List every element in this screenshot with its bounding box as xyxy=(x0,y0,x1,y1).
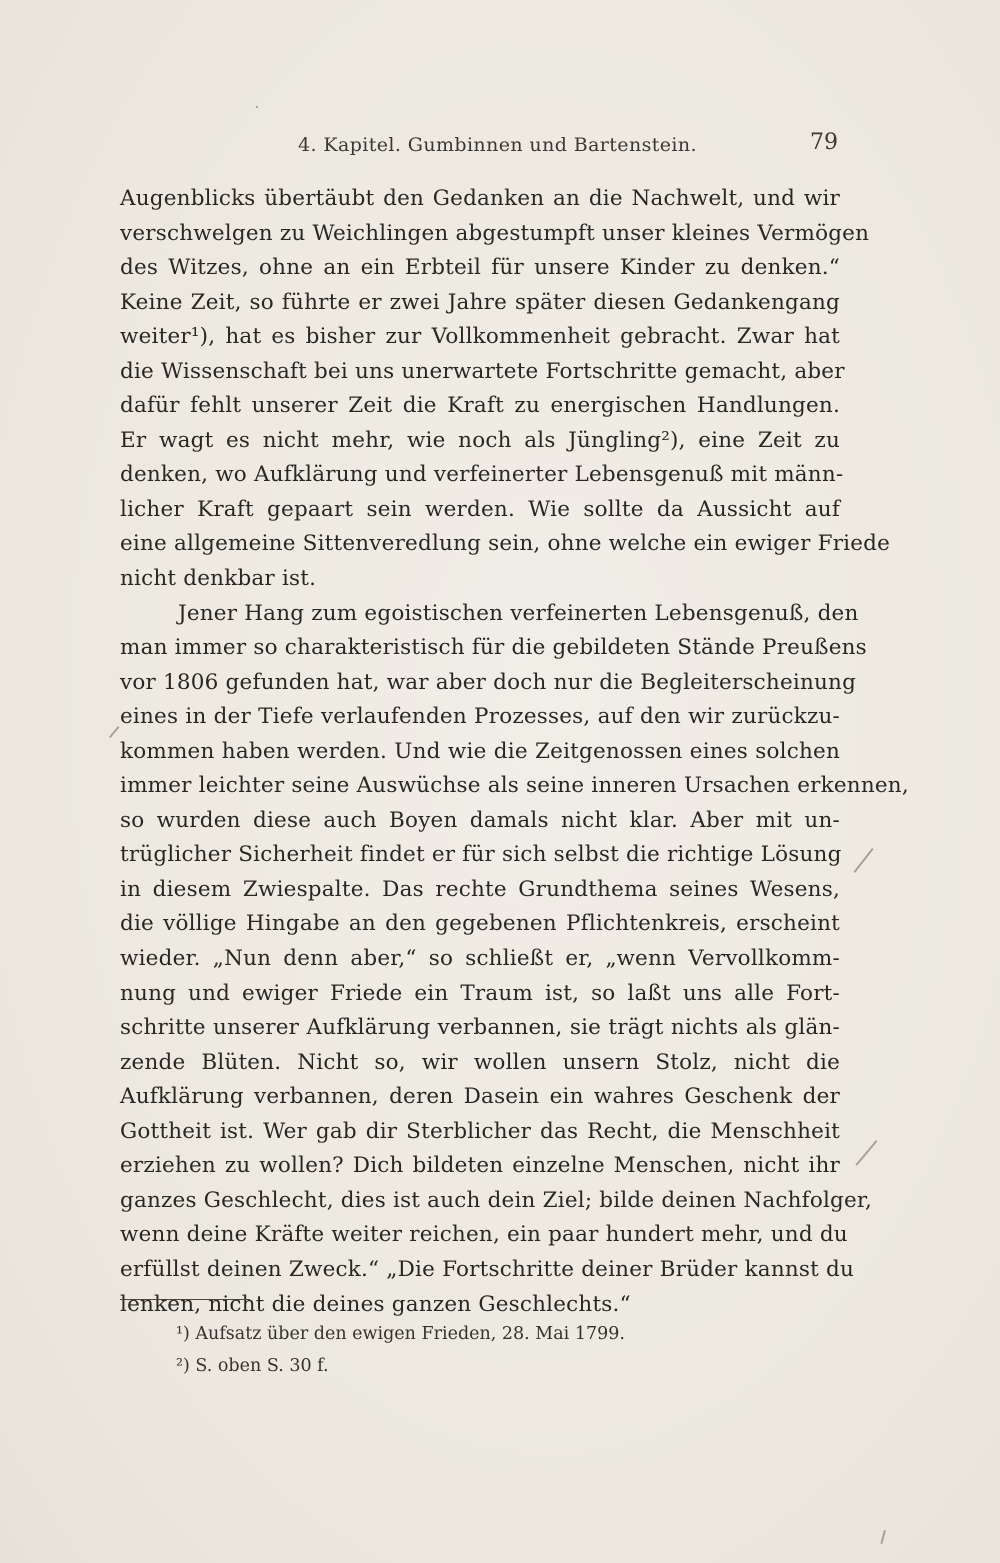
text-line: eine allgemeine Sittenveredlung sein, ohne welche ein ewiger Friede xyxy=(120,531,891,557)
text-line: erziehen zu wollen? Dich bildeten einzelne Menschen, nicht ihr xyxy=(120,1153,840,1179)
text-line: die völlige Hingabe an den gegebenen Pflichtenkreis, erscheint xyxy=(120,911,840,937)
text-line: verschwelgen zu Weichlingen abgestumpft unser kleines Vermögen xyxy=(120,220,870,246)
text-line: trüglicher Sicherheit findet er für sich selbst die richtige Lösung xyxy=(120,842,842,868)
text-line: kommen haben werden. Und wie die Zeitgenossen eines solchen xyxy=(120,738,840,764)
footnotes xyxy=(176,1318,776,1382)
text-line: die Wissenschaft bei uns unerwartete Fortschritte gemacht, aber xyxy=(120,358,845,384)
footnote: ²) S. oben S. 30 f. xyxy=(176,1356,329,1376)
text-line: erfüllst deinen Zweck.“ „Die Fortschritte deiner Brüder kannst du xyxy=(120,1256,855,1282)
text-line: vor 1806 gefunden hat, war aber doch nur die Begleiterscheinung xyxy=(120,669,857,695)
text-line: Jener Hang zum egoistischen verfeinerten Lebensgenuß, den xyxy=(178,600,859,626)
text-line: immer leichter seine Auswüchse als seine inneren Ursachen erkennen, xyxy=(120,773,909,799)
text-line: weiter¹), hat es bisher zur Vollkommenheit gebracht. Zwar hat xyxy=(120,324,840,350)
text-line: ganzes Geschlecht, dies ist auch dein Ziel; bilde deinen Nachfolger, xyxy=(120,1187,873,1213)
body-text xyxy=(120,182,909,1322)
text-line: Augenblicks übertäubt den Gedanken an die Nachwelt, und wir xyxy=(120,186,840,211)
text-line: schritte unserer Aufklärung verbannen, sie trägt nichts als glän- xyxy=(120,1015,840,1041)
text-line: wenn deine Kräfte weiter reichen, ein paar hundert mehr, und du xyxy=(120,1222,848,1248)
text-line: wieder. „Nun denn aber,“ so schließt er, „wenn Vervollkomm- xyxy=(120,946,840,972)
text-line: nicht denkbar ist. xyxy=(120,566,317,592)
margin-pencil-mark xyxy=(854,848,874,873)
text-line: Keine Zeit, so führte er zwei Jahre später diesen Gedankengang xyxy=(120,289,840,315)
text-line: Gottheit ist. Wer gab dir Sterblicher das Recht, die Menschheit xyxy=(120,1118,840,1144)
text-line: nung und ewiger Friede ein Traum ist, so laßt uns alle Fort- xyxy=(120,980,840,1006)
text-line: denken, wo Aufklärung und verfeinerter Lebensgenuß mit männ- xyxy=(120,462,844,488)
speck xyxy=(256,106,258,108)
text-line: man immer so charakteristisch für die gebildeten Stände Preußens xyxy=(120,635,867,661)
margin-pencil-mark xyxy=(855,1140,877,1166)
text-line: dafür fehlt unserer Zeit die Kraft zu energischen Handlungen. xyxy=(120,393,840,419)
margin-pencil-mark xyxy=(109,726,120,738)
text-line: Er wagt es nicht mehr, wie noch als Jüngling²), eine Zeit zu xyxy=(120,427,840,453)
running-head: 4. Kapitel. Gumbinnen und Bartenstein. xyxy=(298,134,697,156)
text-line: zende Blüten. Nicht so, wir wollen unsern Stolz, nicht die xyxy=(120,1049,840,1075)
page-header xyxy=(120,128,842,162)
text-line: eines in der Tiefe verlaufenden Prozesses, auf den wir zurückzu- xyxy=(120,704,840,730)
text-line: licher Kraft gepaart sein werden. Wie sollte da Aussicht auf xyxy=(120,496,840,522)
text-line: lenken, nicht die deines ganzen Geschlechts.“ xyxy=(120,1291,631,1317)
footnote-divider xyxy=(120,1299,250,1300)
page-number: 79 xyxy=(810,130,838,155)
text-line: Aufklärung verbannen, deren Dasein ein wahres Geschenk der xyxy=(120,1084,840,1110)
text-line: des Witzes, ohne an ein Erbteil für unsere Kinder zu denken.“ xyxy=(120,255,840,281)
text-line: in diesem Zwiespalte. Das rechte Grundthema seines Wesens, xyxy=(120,876,840,902)
text-line: so wurden diese auch Boyen damals nicht klar. Aber mit un- xyxy=(120,807,840,833)
margin-pencil-mark xyxy=(880,1530,886,1544)
footnote: ¹) Aufsatz über den ewigen Frieden, 28. Mai 1799. xyxy=(176,1324,625,1344)
